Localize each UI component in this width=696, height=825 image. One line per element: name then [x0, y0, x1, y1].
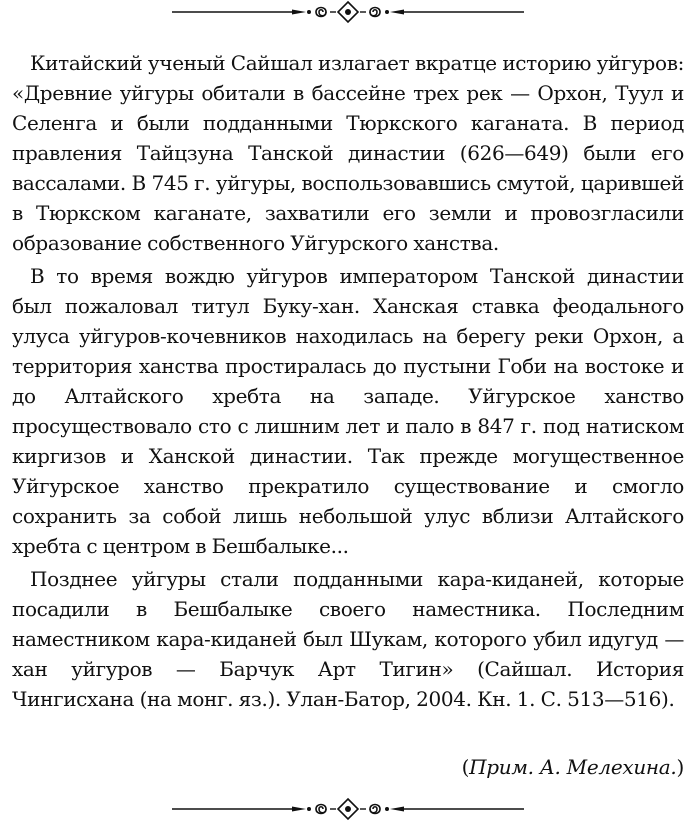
note-close-paren: ) — [676, 755, 684, 779]
translator-note — [462, 752, 684, 782]
note-text: Прим. А. Мелехина. — [469, 755, 677, 779]
top-ornament-divider — [0, 0, 696, 24]
main-text — [12, 48, 684, 717]
scroll-flourish-divider-icon — [0, 0, 696, 24]
paragraph-2: В то время вождю уйгуров императором Танской династии был пожаловал титул Буку-хан. Ханская ставка феодального улуса уйгуров-кочевников находилась на берегу реки Орхон, а территория ханства простиралась до пустыни Гоби на востоке и до Алтайского хребта на западе. Уйгурское ханство просуществовало сто с лишним лет и пало в 847 г. под натиском киргизов и Ханской династии. Так прежде могущественное Уйгурское ханство прекратило существование и смогло сохранить за собой лишь небольшой улус вблизи Алтайского хребта с центром в Бешбалыке... — [12, 264, 684, 558]
scroll-flourish-divider-icon — [0, 797, 696, 821]
paragraph-3: Позднее уйгуры стали подданными кара-киданей, которые посадили в Бешбалыке своего наместника. Последним наместником кара-киданей был Шукам, которого убил идугуд — хан уйгуров — Барчук Арт Тигин» (Сайшал. История Чингисхана (на монг. яз.). Улан-Батор, 2004. Кн. 1. С. 513—516). — [12, 567, 684, 711]
note-open-paren: ( — [461, 755, 470, 779]
paragraph-1: Китайский ученый Сайшал излагает вкратце историю уйгуров: «Древние уйгуры обитали в бассейне трех рек — Орхон, Туул и Селенга и были подданными Тюркского каганата. В период правления Тайцзуна Танской династии (626—649) были его вассалами. В 745 г. уйгуры, воспользовавшись смутой, царившей в Тюркском каганате, захватили его земли и провозгласили образование собственного Уйгурского ханства. — [12, 51, 684, 255]
bottom-ornament-divider — [0, 797, 696, 821]
